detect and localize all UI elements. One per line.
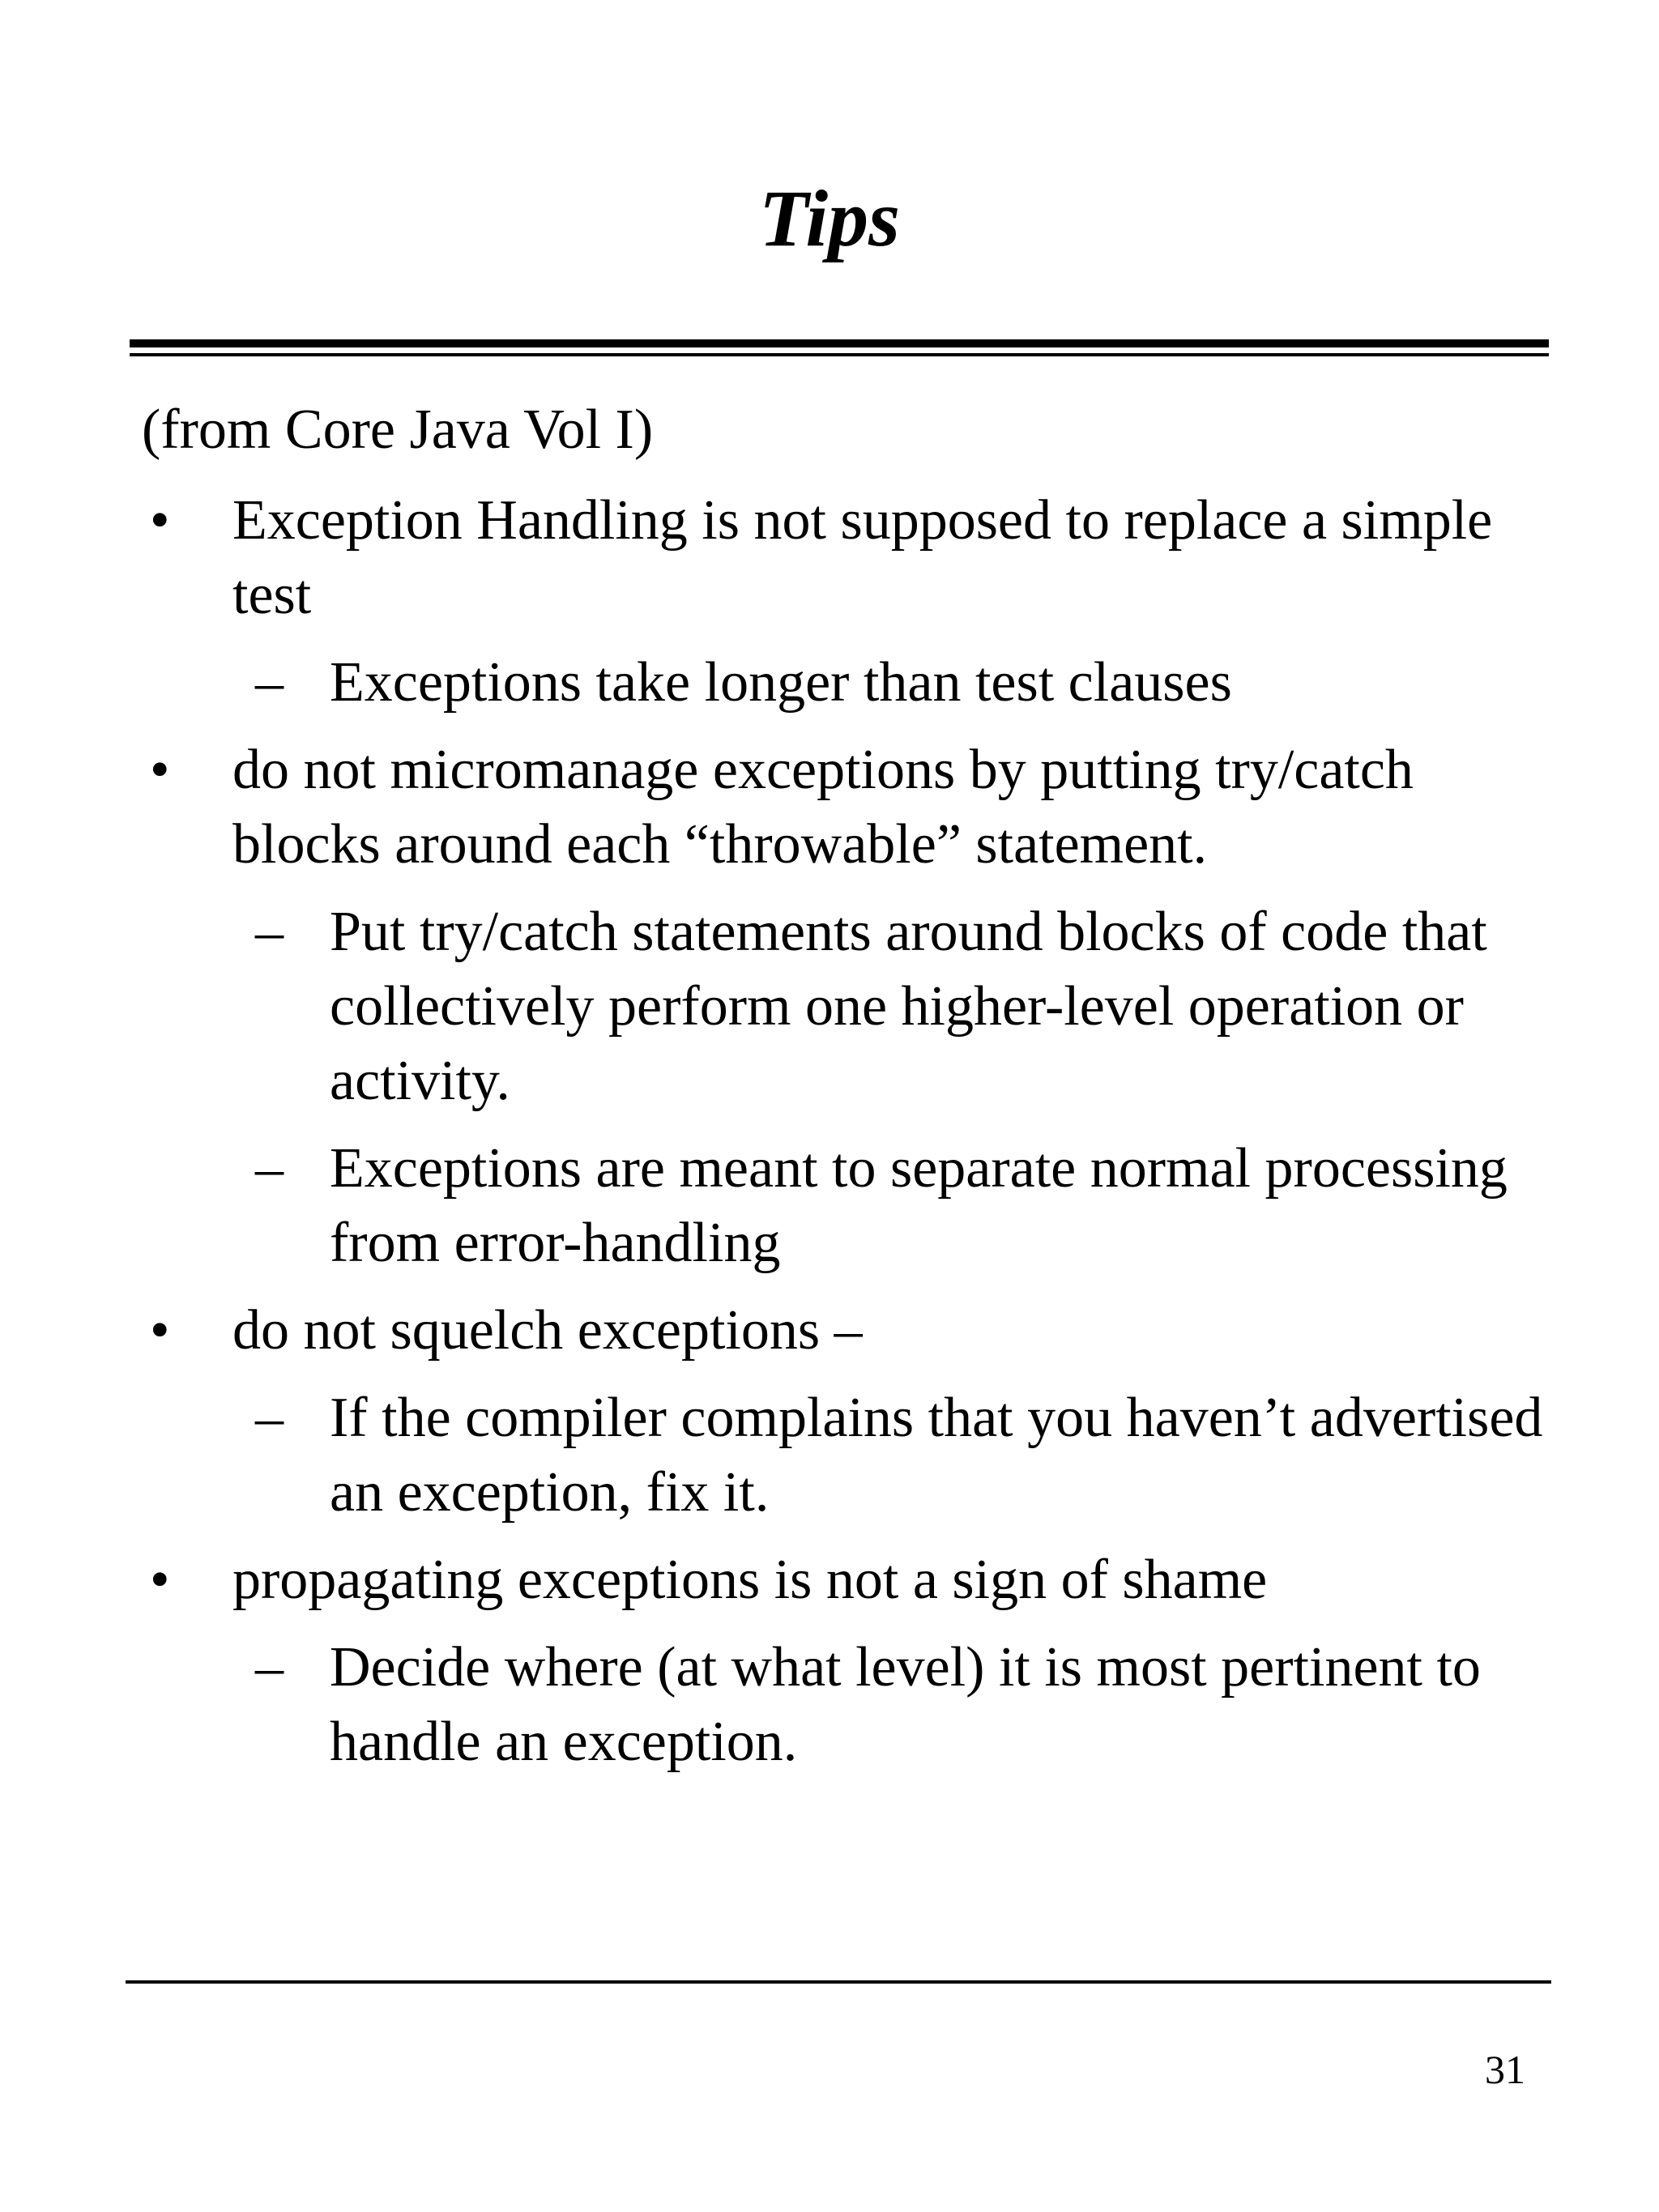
bullet-item — [142, 1543, 1567, 1617]
bullet-text: propagating exceptions is not a sign of shame — [232, 1549, 1268, 1611]
sub-item — [142, 1132, 1567, 1281]
page-number: 31 — [1485, 2047, 1525, 2092]
title-rule-thin — [130, 353, 1549, 356]
sub-item-text: Decide where (at what level) it is most pertinent to handle an exception. — [330, 1636, 1481, 1773]
sub-item-text: Exceptions are meant to separate normal processing from error-handling — [330, 1137, 1508, 1274]
bullet-text: do not squelch exceptions – — [232, 1299, 863, 1362]
slide-content — [142, 393, 1567, 1792]
sub-item — [142, 646, 1567, 720]
sub-item-text: Put try/catch statements around blocks of code that collectively perform one higher-level operation or activity. — [330, 901, 1487, 1112]
bullet-text: do not micromanage exceptions by putting try/catch blocks around each “throwable” statement. — [232, 739, 1414, 876]
sub-item — [142, 1381, 1567, 1530]
sub-item-text: If the compiler complains that you haven’t advertised an exception, fix it. — [330, 1387, 1543, 1524]
dash-marker: – — [255, 901, 284, 963]
title-rule-thick — [130, 339, 1549, 347]
source-line: (from Core Java Vol I) — [142, 399, 654, 461]
bullet-marker: • — [150, 739, 170, 801]
dash-marker: – — [255, 1636, 284, 1698]
bullet-marker: • — [150, 1549, 170, 1611]
bullet-marker: • — [150, 489, 170, 552]
bullet-marker: • — [150, 1299, 170, 1362]
sub-item-text: Exceptions take longer than test clauses — [330, 651, 1232, 714]
bullet-item — [142, 1294, 1567, 1368]
dash-marker: – — [255, 651, 284, 714]
bullet-item — [142, 733, 1567, 882]
sub-item — [142, 1630, 1567, 1779]
footer-rule — [126, 1980, 1551, 1984]
sub-item — [142, 895, 1567, 1119]
slide-title: Tips — [758, 173, 901, 263]
dash-marker: – — [255, 1137, 284, 1200]
bullet-item — [142, 484, 1567, 633]
bullet-text: Exception Handling is not supposed to replace a simple test — [232, 489, 1493, 626]
dash-marker: – — [255, 1387, 284, 1449]
